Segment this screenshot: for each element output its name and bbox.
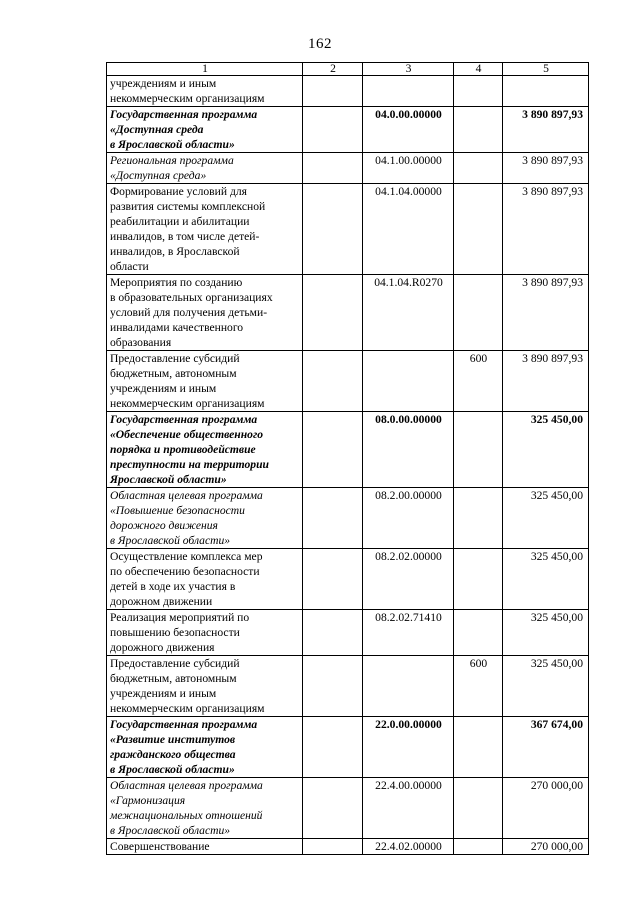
cell-section <box>303 656 363 717</box>
cell-target-code <box>363 76 454 107</box>
cell-section <box>303 412 363 488</box>
cell-section <box>303 839 363 855</box>
cell-amount: 270 000,00 <box>503 778 589 839</box>
cell-amount: 325 450,00 <box>503 610 589 656</box>
cell-section <box>303 488 363 549</box>
cell-target-code: 22.0.00.00000 <box>363 717 454 778</box>
cell-section <box>303 76 363 107</box>
cell-name: Предоставление субсидий бюджетным, автономным учреждениям и иным некоммерческим организациям <box>107 656 303 717</box>
cell-target-code: 22.4.00.00000 <box>363 778 454 839</box>
table-row <box>107 839 589 855</box>
header-col-3: 3 <box>363 63 454 76</box>
cell-expense-type <box>454 839 503 855</box>
cell-expense-type: 600 <box>454 351 503 412</box>
cell-expense-type <box>454 610 503 656</box>
cell-target-code <box>363 351 454 412</box>
header-col-5: 5 <box>503 63 589 76</box>
table-row <box>107 184 589 275</box>
cell-amount: 325 450,00 <box>503 412 589 488</box>
cell-expense-type <box>454 184 503 275</box>
cell-section <box>303 610 363 656</box>
cell-amount: 325 450,00 <box>503 656 589 717</box>
header-col-4: 4 <box>454 63 503 76</box>
cell-expense-type <box>454 275 503 351</box>
cell-amount <box>503 76 589 107</box>
cell-section <box>303 549 363 610</box>
table-row <box>107 275 589 351</box>
cell-target-code: 04.0.00.00000 <box>363 107 454 153</box>
cell-amount: 3 890 897,93 <box>503 184 589 275</box>
cell-expense-type <box>454 778 503 839</box>
table-row <box>107 153 589 184</box>
cell-amount: 3 890 897,93 <box>503 275 589 351</box>
cell-amount: 325 450,00 <box>503 549 589 610</box>
table-row <box>107 778 589 839</box>
cell-expense-type <box>454 76 503 107</box>
cell-name: учреждениям и иным некоммерческим организациям <box>107 76 303 107</box>
cell-target-code: 22.4.02.00000 <box>363 839 454 855</box>
table-row <box>107 610 589 656</box>
cell-amount: 270 000,00 <box>503 839 589 855</box>
cell-target-code: 08.0.00.00000 <box>363 412 454 488</box>
cell-name: Государственная программа «Обеспечение общественного порядка и противодействие преступности на территории Ярославской области» <box>107 412 303 488</box>
page-number: 162 <box>308 36 332 52</box>
table-row <box>107 107 589 153</box>
cell-expense-type <box>454 412 503 488</box>
cell-name: Региональная программа «Доступная среда» <box>107 153 303 184</box>
table-row <box>107 412 589 488</box>
cell-name: Предоставление субсидий бюджетным, автономным учреждениям и иным некоммерческим организациям <box>107 351 303 412</box>
cell-target-code: 08.2.02.00000 <box>363 549 454 610</box>
cell-expense-type <box>454 153 503 184</box>
cell-target-code: 04.1.04.00000 <box>363 184 454 275</box>
cell-section <box>303 717 363 778</box>
cell-name: Областная целевая программа «Повышение безопасности дорожного движения в Ярославской области» <box>107 488 303 549</box>
cell-name: Государственная программа «Развитие институтов гражданского общества в Ярославской области» <box>107 717 303 778</box>
cell-name: Формирование условий для развития системы комплексной реабилитации и абилитации инвалидов, в том числе детей- инвалидов, в Ярославской области <box>107 184 303 275</box>
cell-expense-type <box>454 717 503 778</box>
cell-expense-type <box>454 549 503 610</box>
cell-name: Мероприятия по созданию в образовательных организациях условий для получения детьми- инвалидами качественного образования <box>107 275 303 351</box>
table-row <box>107 717 589 778</box>
cell-name: Осуществление комплекса мер по обеспечению безопасности детей в ходе их участия в дорожном движении <box>107 549 303 610</box>
cell-section <box>303 778 363 839</box>
cell-section <box>303 153 363 184</box>
cell-expense-type <box>454 488 503 549</box>
cell-target-code: 08.2.00.00000 <box>363 488 454 549</box>
cell-section <box>303 184 363 275</box>
cell-target-code: 04.1.00.00000 <box>363 153 454 184</box>
header-col-1: 1 <box>107 63 303 76</box>
cell-name: Областная целевая программа «Гармонизация межнациональных отношений в Ярославской области» <box>107 778 303 839</box>
table-row <box>107 76 589 107</box>
cell-name: Реализация мероприятий по повышению безопасности дорожного движения <box>107 610 303 656</box>
table-row <box>107 351 589 412</box>
budget-table <box>106 62 589 855</box>
cell-amount: 367 674,00 <box>503 717 589 778</box>
cell-section <box>303 351 363 412</box>
cell-target-code <box>363 656 454 717</box>
cell-amount: 3 890 897,93 <box>503 351 589 412</box>
cell-section <box>303 107 363 153</box>
table-row <box>107 656 589 717</box>
cell-name: Государственная программа «Доступная среда в Ярославской области» <box>107 107 303 153</box>
cell-target-code: 04.1.04.R0270 <box>363 275 454 351</box>
cell-amount: 325 450,00 <box>503 488 589 549</box>
header-col-2: 2 <box>303 63 363 76</box>
table-row <box>107 549 589 610</box>
cell-name: Совершенствование <box>107 839 303 855</box>
cell-expense-type <box>454 107 503 153</box>
cell-amount: 3 890 897,93 <box>503 153 589 184</box>
table-row <box>107 488 589 549</box>
cell-section <box>303 275 363 351</box>
cell-expense-type: 600 <box>454 656 503 717</box>
table-header-row <box>107 63 589 76</box>
cell-target-code: 08.2.02.71410 <box>363 610 454 656</box>
cell-amount: 3 890 897,93 <box>503 107 589 153</box>
